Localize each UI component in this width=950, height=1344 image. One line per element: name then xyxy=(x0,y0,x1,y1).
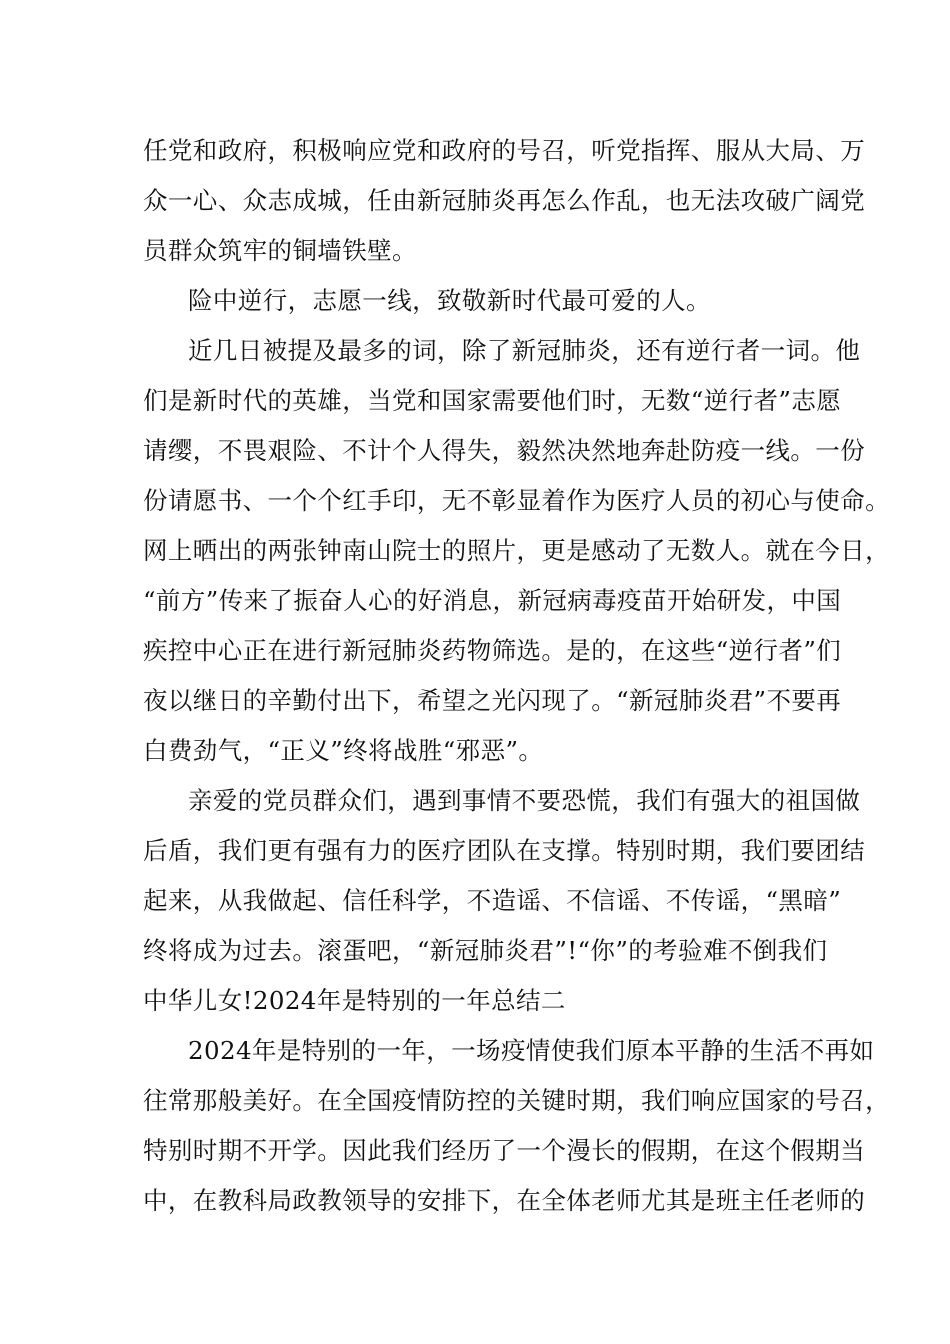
text-line: 夜以继日的辛勤付出下，希望之光闪现了。“新冠肺炎君”不要再 xyxy=(143,686,842,715)
text-line: 中，在教科局政教领导的安排下，在全体老师尤其是班主任老师的 xyxy=(143,1186,866,1215)
text-line: 终将成为过去。滚蛋吧，“新冠肺炎君”!“你”的考验难不倒我们 xyxy=(143,936,828,965)
text-line: 2024年是特别的一年，一场疫情使我们原本平静的生活不再如 xyxy=(188,1036,875,1065)
text-line: 员群众筑牢的铜墙铁壁。 xyxy=(143,236,417,265)
text-line: 中华儿女!2024年是特别的一年总结二 xyxy=(143,986,566,1015)
text-line: 网上晒出的两张钟南山院士的照片，更是感动了无数人。就在今日， xyxy=(143,536,890,565)
text-line: 们是新时代的英雄，当党和国家需要他们时，无数“逆行者”志愿 xyxy=(143,386,842,415)
text-line: 特别时期不开学。因此我们经历了一个漫长的假期，在这个假期当 xyxy=(143,1136,866,1165)
section-heading: 险中逆行，志愿一线，致敬新时代最可爱的人。 xyxy=(188,286,711,315)
text-line: 白费劲气，“正义”终将战胜“邪恶”。 xyxy=(143,736,544,765)
text-line: 请缨，不畏艰险、不计个人得失，毅然决然地奔赴防疫一线。一份 xyxy=(143,436,866,465)
text-line: 疾控中心正在进行新冠肺炎药物筛选。是的，在这些“逆行者”们 xyxy=(143,636,842,665)
text-line: “前方”传来了振奋人心的好消息，新冠病毒疫苗开始研发，中国 xyxy=(143,586,842,615)
text-line: 后盾，我们更有强有力的医疗团队在支撑。特别时期，我们要团结 xyxy=(143,836,866,865)
text-line: 起来，从我做起、信任科学，不造谣、不信谣、不传谣，“黑暗” xyxy=(143,886,842,915)
text-line: 众一心、众志成城，任由新冠肺炎再怎么作乱，也无法攻破广阔党 xyxy=(143,186,866,215)
text-line: 近几日被提及最多的词，除了新冠肺炎，还有逆行者一词。他 xyxy=(188,336,861,365)
text-line: 亲爱的党员群众们，遇到事情不要恐慌，我们有强大的祖国做 xyxy=(188,786,861,815)
text-line: 往常那般美好。在全国疫情防控的关键时期，我们响应国家的号召， xyxy=(143,1086,890,1115)
text-line: 份请愿书、一个个红手印，无不彰显着作为医疗人员的初心与使命。 xyxy=(143,486,890,515)
text-line: 任党和政府，积极响应党和政府的号召，听党指挥、服从大局、万 xyxy=(143,136,866,165)
